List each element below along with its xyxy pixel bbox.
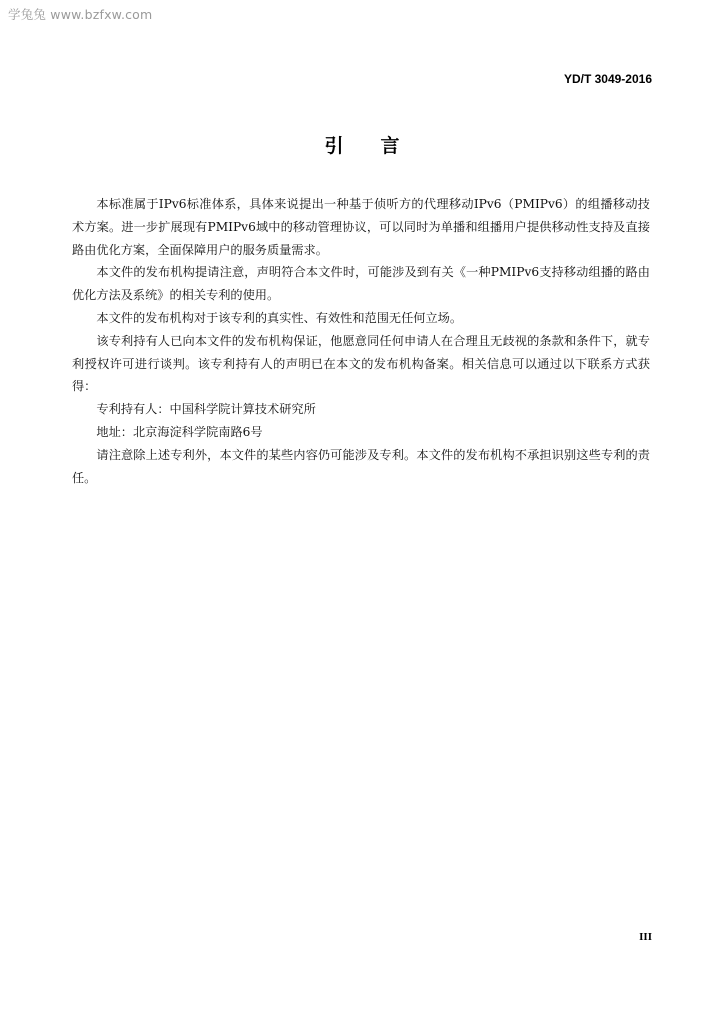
paragraph-address: 地址：北京海淀科学院南路6号 [96,424,263,439]
page-number: III [639,931,652,943]
paragraph-patent-holder-assurance: 该专利持有人已向本文件的发布机构保证，他愿意同任何申请人在合理且无歧视的条款和条件下，就专利授权许可进行谈判。该专利持有人的声明已在本文的发布机构备案。相关信息可以通过以下联系方式获得： [72,333,650,394]
paragraph-disclaimer: 请注意除上述专利外，本文件的某些内容仍可能涉及专利。本文件的发布机构不承担识别这些专利的责任。 [72,447,650,485]
paragraph-patent-holder: 专利持有人：中国科学院计算技术研究所 [96,402,316,417]
paragraph-scope: 本标准属于IPv6标准体系，具体来说提出一种基于侦听方的代理移动IPv6（PMIPv6）的组播移动技术方案。进一步扩展现有PMIPv6域中的移动管理协议，可以同时为单播和组播用户提供移动性支持及直接路由优化方案，全面保障用户的服务质量需求。 [72,197,650,257]
section-title: 引言 [324,135,437,157]
paragraph-no-position: 本文件的发布机构对于该专利的真实性、有效性和范围无任何立场。 [96,310,463,325]
body-text [72,193,650,489]
watermark: 学兔兔 www.bzfxw.com [8,7,153,22]
standard-number: YD/T 3049-2016 [563,72,652,86]
paragraph-patent-notice: 本文件的发布机构提请注意，声明符合本文件时，可能涉及到有关《一种PMIPv6支持移动组播的路由优化方法及系统》的相关专利的使用。 [72,265,650,303]
